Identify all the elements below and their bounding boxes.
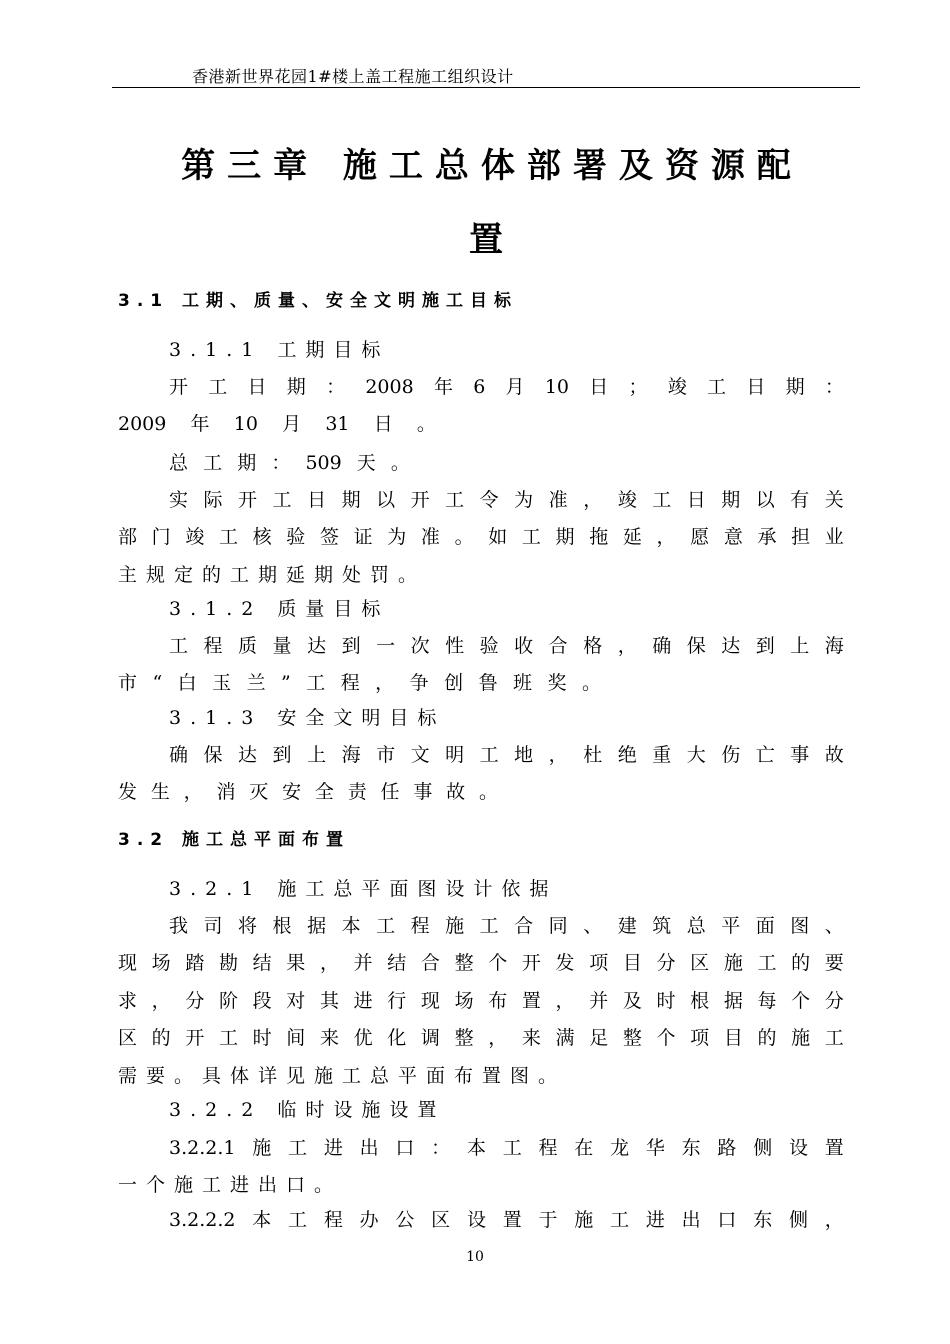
text-token: 10	[544, 376, 569, 398]
text-token: ，	[555, 990, 575, 1012]
text-token: 日	[589, 376, 609, 398]
text-token: 工	[652, 489, 672, 511]
text-token: 个	[656, 1027, 676, 1049]
paragraph-line	[118, 524, 844, 550]
paragraph-line	[118, 1025, 844, 1051]
text-token: 的	[791, 952, 811, 974]
text-token: 开	[169, 376, 189, 398]
text-token: 月	[282, 413, 302, 435]
text-token: 验	[286, 526, 306, 548]
text-token: 日	[373, 413, 393, 435]
text-token: ，	[617, 635, 637, 657]
text-token: 发	[555, 952, 575, 974]
text-token: 程	[538, 1137, 558, 1159]
subsection-3-1-2-heading: 3.1.2 质量目标	[169, 598, 390, 620]
text-token: 合	[514, 915, 534, 937]
text-token: ：	[271, 452, 291, 474]
text-token: 项	[589, 952, 609, 974]
paragraph-line	[118, 670, 601, 696]
text-token: 场	[151, 952, 171, 974]
text-token: 现	[118, 952, 138, 974]
text-token: 工	[203, 452, 223, 474]
text-token: 施	[445, 915, 465, 937]
text-token: 设	[466, 1209, 486, 1231]
text-token: 日	[686, 489, 706, 511]
text-token: 意	[723, 526, 743, 548]
subsection-3-1-1-heading: 3.1.1 工期目标	[169, 339, 390, 361]
text-token: 置	[502, 1209, 522, 1231]
text-token: 区	[690, 952, 710, 974]
text-token: 为	[387, 526, 407, 548]
text-token: ，	[375, 672, 395, 694]
text-token: 大	[686, 744, 706, 766]
text-token: 日	[746, 376, 766, 398]
text-token: 灭	[249, 781, 269, 803]
text-token: 侧	[788, 1209, 808, 1231]
text-token: 业	[824, 526, 844, 548]
text-token: 总	[686, 915, 706, 937]
text-token: 整	[622, 1027, 642, 1049]
text-token: 发	[118, 781, 138, 803]
text-token: 根	[690, 990, 710, 1012]
text-token: 工	[272, 489, 292, 511]
text-token: 达	[721, 635, 741, 657]
text-token: 开	[521, 952, 541, 974]
paragraph-line	[118, 779, 498, 805]
text-token: 竣	[617, 489, 637, 511]
text-token: 期	[237, 452, 257, 474]
text-token: 工	[610, 1209, 630, 1231]
text-token: 段	[252, 990, 272, 1012]
paragraph-line	[118, 913, 844, 939]
text-token: 杜	[583, 744, 603, 766]
text-token: 、	[824, 915, 844, 937]
text-token: 工	[479, 915, 499, 937]
text-token: 日	[247, 376, 267, 398]
text-token: 达	[307, 635, 327, 657]
text-token: 个	[791, 990, 811, 1012]
text-token: ，	[824, 1209, 844, 1231]
text-token: 求	[118, 990, 138, 1012]
text-token: 进	[353, 990, 373, 1012]
text-token: 司	[203, 915, 223, 937]
text-token: 筑	[652, 915, 672, 937]
text-token: 在	[574, 1137, 594, 1159]
text-token: 创	[444, 672, 464, 694]
text-token: 一	[376, 635, 396, 657]
text-token: 上	[307, 744, 327, 766]
text-token: 总	[169, 452, 189, 474]
paragraph-line	[118, 633, 844, 659]
text-token: 准	[420, 526, 440, 548]
text-token: 东	[753, 1209, 773, 1231]
paragraph-line	[118, 742, 844, 768]
text-token: ，	[656, 526, 676, 548]
text-token: 进	[323, 1137, 343, 1159]
text-token: 置	[824, 1137, 844, 1159]
text-token: 6	[473, 376, 486, 398]
text-token: 关	[824, 489, 844, 511]
text-token: 市	[376, 744, 396, 766]
text-token: 日	[307, 489, 327, 511]
text-token: 区	[118, 1027, 138, 1049]
text-token: 要	[824, 952, 844, 974]
text-token: ，	[583, 489, 603, 511]
text-token: 3.2.2.1	[169, 1137, 236, 1159]
text-token: 到	[341, 635, 361, 657]
text-token: 行	[387, 990, 407, 1012]
text-token: 勘	[218, 952, 238, 974]
text-token: 达	[238, 744, 258, 766]
text-token: 拖	[589, 526, 609, 548]
text-token: 消	[216, 781, 236, 803]
text-token: 证	[353, 526, 373, 548]
text-token: 工	[479, 744, 499, 766]
text-token: 施	[723, 952, 743, 974]
text-token: 程	[203, 635, 223, 657]
header-divider	[112, 87, 860, 88]
text-token: 施	[574, 1209, 594, 1231]
section-3-1-heading: 3.1 工期、质量、安全文明施工目标	[118, 291, 519, 311]
text-token: ”	[281, 672, 291, 694]
text-token: 保	[203, 744, 223, 766]
text-token: 同	[548, 915, 568, 937]
text-token: 工	[445, 489, 465, 511]
text-token: 玉	[212, 672, 232, 694]
text-token: 鲁	[478, 672, 498, 694]
text-token: 部	[118, 526, 138, 548]
text-token: 期	[286, 376, 306, 398]
text-token: 置	[521, 990, 541, 1012]
paragraph-line	[118, 1135, 844, 1161]
text-token: 分	[824, 990, 844, 1012]
text-token: 我	[169, 915, 189, 937]
text-token: 责	[347, 781, 367, 803]
text-token: 据	[723, 990, 743, 1012]
text-token: 办	[359, 1209, 379, 1231]
text-token: ；	[628, 376, 648, 398]
text-token: 兰	[246, 672, 266, 694]
text-token: ，	[548, 744, 568, 766]
text-token: 出	[681, 1209, 701, 1231]
text-token: 、	[583, 915, 603, 937]
text-token: 次	[410, 635, 430, 657]
text-token: 设	[788, 1137, 808, 1159]
text-token: 担	[791, 526, 811, 548]
text-token: 优	[353, 1027, 373, 1049]
text-token: 对	[286, 990, 306, 1012]
text-token: 承	[757, 526, 777, 548]
text-token: 。	[454, 526, 474, 548]
text-token: 个	[488, 952, 508, 974]
text-token: 任	[380, 781, 400, 803]
text-token: 每	[757, 990, 777, 1012]
text-token: 有	[790, 489, 810, 511]
paragraph-line: 主规定的工期延期处罚。	[118, 564, 427, 586]
text-token: 以	[755, 489, 775, 511]
page-number: 10	[466, 1249, 484, 1265]
text-token: 程	[323, 1209, 343, 1231]
total-duration-line	[118, 450, 410, 476]
text-token: 面	[755, 915, 775, 937]
text-token: 工	[208, 376, 228, 398]
text-token: 海	[341, 744, 361, 766]
text-token: 区	[431, 1209, 451, 1231]
text-token: 全	[314, 781, 334, 803]
text-token: 收	[514, 635, 534, 657]
text-token: 安	[282, 781, 302, 803]
text-token: 确	[169, 744, 189, 766]
text-token: 出	[359, 1137, 379, 1159]
text-token: 明	[445, 744, 465, 766]
text-token: 期	[785, 376, 805, 398]
text-token: 现	[420, 990, 440, 1012]
text-token: 公	[395, 1209, 415, 1231]
text-token: 性	[445, 635, 465, 657]
text-token: 并	[353, 952, 373, 974]
text-token: 事	[790, 744, 810, 766]
text-token: 期	[721, 489, 741, 511]
chapter-title-line-1: 第三章 施工总体部署及资源配	[181, 146, 803, 186]
text-token: 工	[502, 1137, 522, 1159]
text-token: 期	[341, 489, 361, 511]
paragraph-line: 需要。具体详见施工总平面布置图。	[118, 1065, 567, 1087]
text-token: 令	[479, 489, 499, 511]
text-token: 。	[416, 413, 436, 435]
text-token: 以	[376, 489, 396, 511]
text-token: 足	[589, 1027, 609, 1049]
text-token: 场	[454, 990, 474, 1012]
text-token: 程	[340, 672, 360, 694]
text-token: “	[152, 672, 163, 694]
text-token: 竣	[667, 376, 687, 398]
text-token: 将	[238, 915, 258, 937]
text-token: 程	[410, 915, 430, 937]
text-token: 地	[514, 744, 534, 766]
page-header-title: 香港新世界花园1#楼上盖工程施工组织设计	[192, 67, 514, 86]
text-token: 项	[690, 1027, 710, 1049]
text-token: 工	[824, 1027, 844, 1049]
text-token: 签	[319, 526, 339, 548]
text-token: ：	[326, 376, 346, 398]
text-token: 据	[307, 915, 327, 937]
text-token: 间	[286, 1027, 306, 1049]
text-token: 月	[505, 376, 525, 398]
text-token: 班	[513, 672, 533, 694]
text-token: 格	[583, 635, 603, 657]
text-token: 时	[252, 1027, 272, 1049]
text-token: 2008	[365, 376, 414, 398]
text-token: 事	[413, 781, 433, 803]
text-token: 天	[356, 452, 376, 474]
text-token: ，	[488, 1027, 508, 1049]
text-token: 目	[622, 952, 642, 974]
text-token: 为	[514, 489, 534, 511]
text-token: 分	[656, 952, 676, 974]
text-token: 平	[721, 915, 741, 937]
text-token: 来	[521, 1027, 541, 1049]
text-token: 争	[409, 672, 429, 694]
text-token: 质	[238, 635, 258, 657]
text-token: 延	[622, 526, 642, 548]
text-token: 工	[306, 672, 326, 694]
text-token: 海	[824, 635, 844, 657]
text-token: ，	[319, 952, 339, 974]
text-token: 的	[151, 1027, 171, 1049]
text-token: 工	[707, 376, 727, 398]
subsection-3-2-1-heading: 3.2.1 施工总平面图设计依据	[169, 878, 558, 900]
text-token: 施	[791, 1027, 811, 1049]
text-token: 结	[252, 952, 272, 974]
text-token: 到	[272, 744, 292, 766]
text-token: 分	[185, 990, 205, 1012]
text-token: 结	[387, 952, 407, 974]
text-token: 施	[252, 1137, 272, 1159]
text-token: 实	[169, 489, 189, 511]
text-token: 阶	[218, 990, 238, 1012]
text-token: 际	[203, 489, 223, 511]
text-token: 期	[555, 526, 575, 548]
text-token: 工	[218, 526, 238, 548]
text-token: 白	[177, 672, 197, 694]
text-token: 生	[150, 781, 170, 803]
text-token: 调	[420, 1027, 440, 1049]
text-token: 其	[319, 990, 339, 1012]
text-token: 来	[319, 1027, 339, 1049]
text-token: 的	[757, 1027, 777, 1049]
subsection-3-2-2-heading: 3.2.2 临时设施设置	[169, 1099, 446, 1121]
text-token: 合	[548, 635, 568, 657]
text-token: 整	[454, 1027, 474, 1049]
text-token: 工	[288, 1209, 308, 1231]
text-token: 确	[652, 635, 672, 657]
text-token: 故	[824, 744, 844, 766]
text-token: 合	[420, 952, 440, 974]
text-token: ，	[151, 990, 171, 1012]
text-token: 绝	[617, 744, 637, 766]
text-token: 进	[645, 1209, 665, 1231]
text-token: 开	[410, 489, 430, 511]
text-token: 奖	[547, 672, 567, 694]
text-token: ：	[824, 376, 844, 398]
text-token: ：	[431, 1137, 451, 1159]
text-token: 工	[757, 952, 777, 974]
chapter-title-line-2: 置	[469, 220, 503, 260]
text-token: 。	[478, 781, 498, 803]
text-token: 509	[305, 452, 342, 474]
paragraph-line	[118, 950, 844, 976]
text-token: 故	[446, 781, 466, 803]
text-token: 年	[190, 413, 210, 435]
text-token: 整	[454, 952, 474, 974]
text-token: 工	[521, 526, 541, 548]
text-token: 布	[488, 990, 508, 1012]
paragraph-line	[118, 988, 844, 1014]
paragraph-line	[118, 1207, 844, 1233]
text-token: 口	[717, 1209, 737, 1231]
text-token: 根	[272, 915, 292, 937]
text-token: 化	[387, 1027, 407, 1049]
text-token: 图	[790, 915, 810, 937]
text-token: 龙	[610, 1137, 630, 1159]
text-token: 侧	[753, 1137, 773, 1159]
text-token: 东	[681, 1137, 701, 1159]
text-token: 到	[755, 635, 775, 657]
end-date-line	[118, 411, 436, 437]
text-token: 口	[395, 1137, 415, 1159]
text-token: 保	[686, 635, 706, 657]
text-token: 工	[288, 1137, 308, 1159]
subsection-3-1-3-heading: 3.1.3 安全文明目标	[169, 707, 446, 729]
text-token: 竣	[185, 526, 205, 548]
text-token: 2009	[118, 413, 167, 435]
text-token: 开	[185, 1027, 205, 1049]
text-token: 亡	[755, 744, 775, 766]
text-token: 门	[151, 526, 171, 548]
text-token: 文	[410, 744, 430, 766]
text-token: 建	[617, 915, 637, 937]
text-token: 31	[325, 413, 350, 435]
text-token: 本	[341, 915, 361, 937]
text-token: 满	[555, 1027, 575, 1049]
text-token: 市	[118, 672, 138, 694]
text-token: 华	[645, 1137, 665, 1159]
text-token: 重	[652, 744, 672, 766]
text-token: 及	[622, 990, 642, 1012]
text-token: 开	[238, 489, 258, 511]
text-token: 年	[433, 376, 453, 398]
text-token: 上	[790, 635, 810, 657]
text-token: ，	[183, 781, 203, 803]
text-token: 路	[717, 1137, 737, 1159]
text-token: 准	[548, 489, 568, 511]
text-token: 工	[169, 635, 189, 657]
start-date-line	[118, 374, 844, 400]
text-token: 工	[376, 915, 396, 937]
text-token: 量	[272, 635, 292, 657]
text-token: 验	[479, 635, 499, 657]
text-token: 伤	[721, 744, 741, 766]
text-token: 踏	[185, 952, 205, 974]
text-token: 时	[656, 990, 676, 1012]
paragraph-line	[118, 487, 844, 513]
text-token: 如	[488, 526, 508, 548]
section-3-2-heading: 3.2 施工总平面布置	[118, 830, 351, 850]
text-token: 。	[390, 452, 410, 474]
paragraph-line: 一个施工进出口。	[118, 1174, 343, 1196]
text-token: 愿	[690, 526, 710, 548]
text-token: 3.2.2.2	[169, 1209, 236, 1231]
text-token: 10	[233, 413, 258, 435]
text-token: 于	[538, 1209, 558, 1231]
text-token: 核	[252, 526, 272, 548]
text-token: 。	[581, 672, 601, 694]
text-token: 目	[723, 1027, 743, 1049]
text-token: 果	[286, 952, 306, 974]
text-token: 本	[252, 1209, 272, 1231]
text-token: 并	[589, 990, 609, 1012]
text-token: 工	[218, 1027, 238, 1049]
text-token: 本	[466, 1137, 486, 1159]
